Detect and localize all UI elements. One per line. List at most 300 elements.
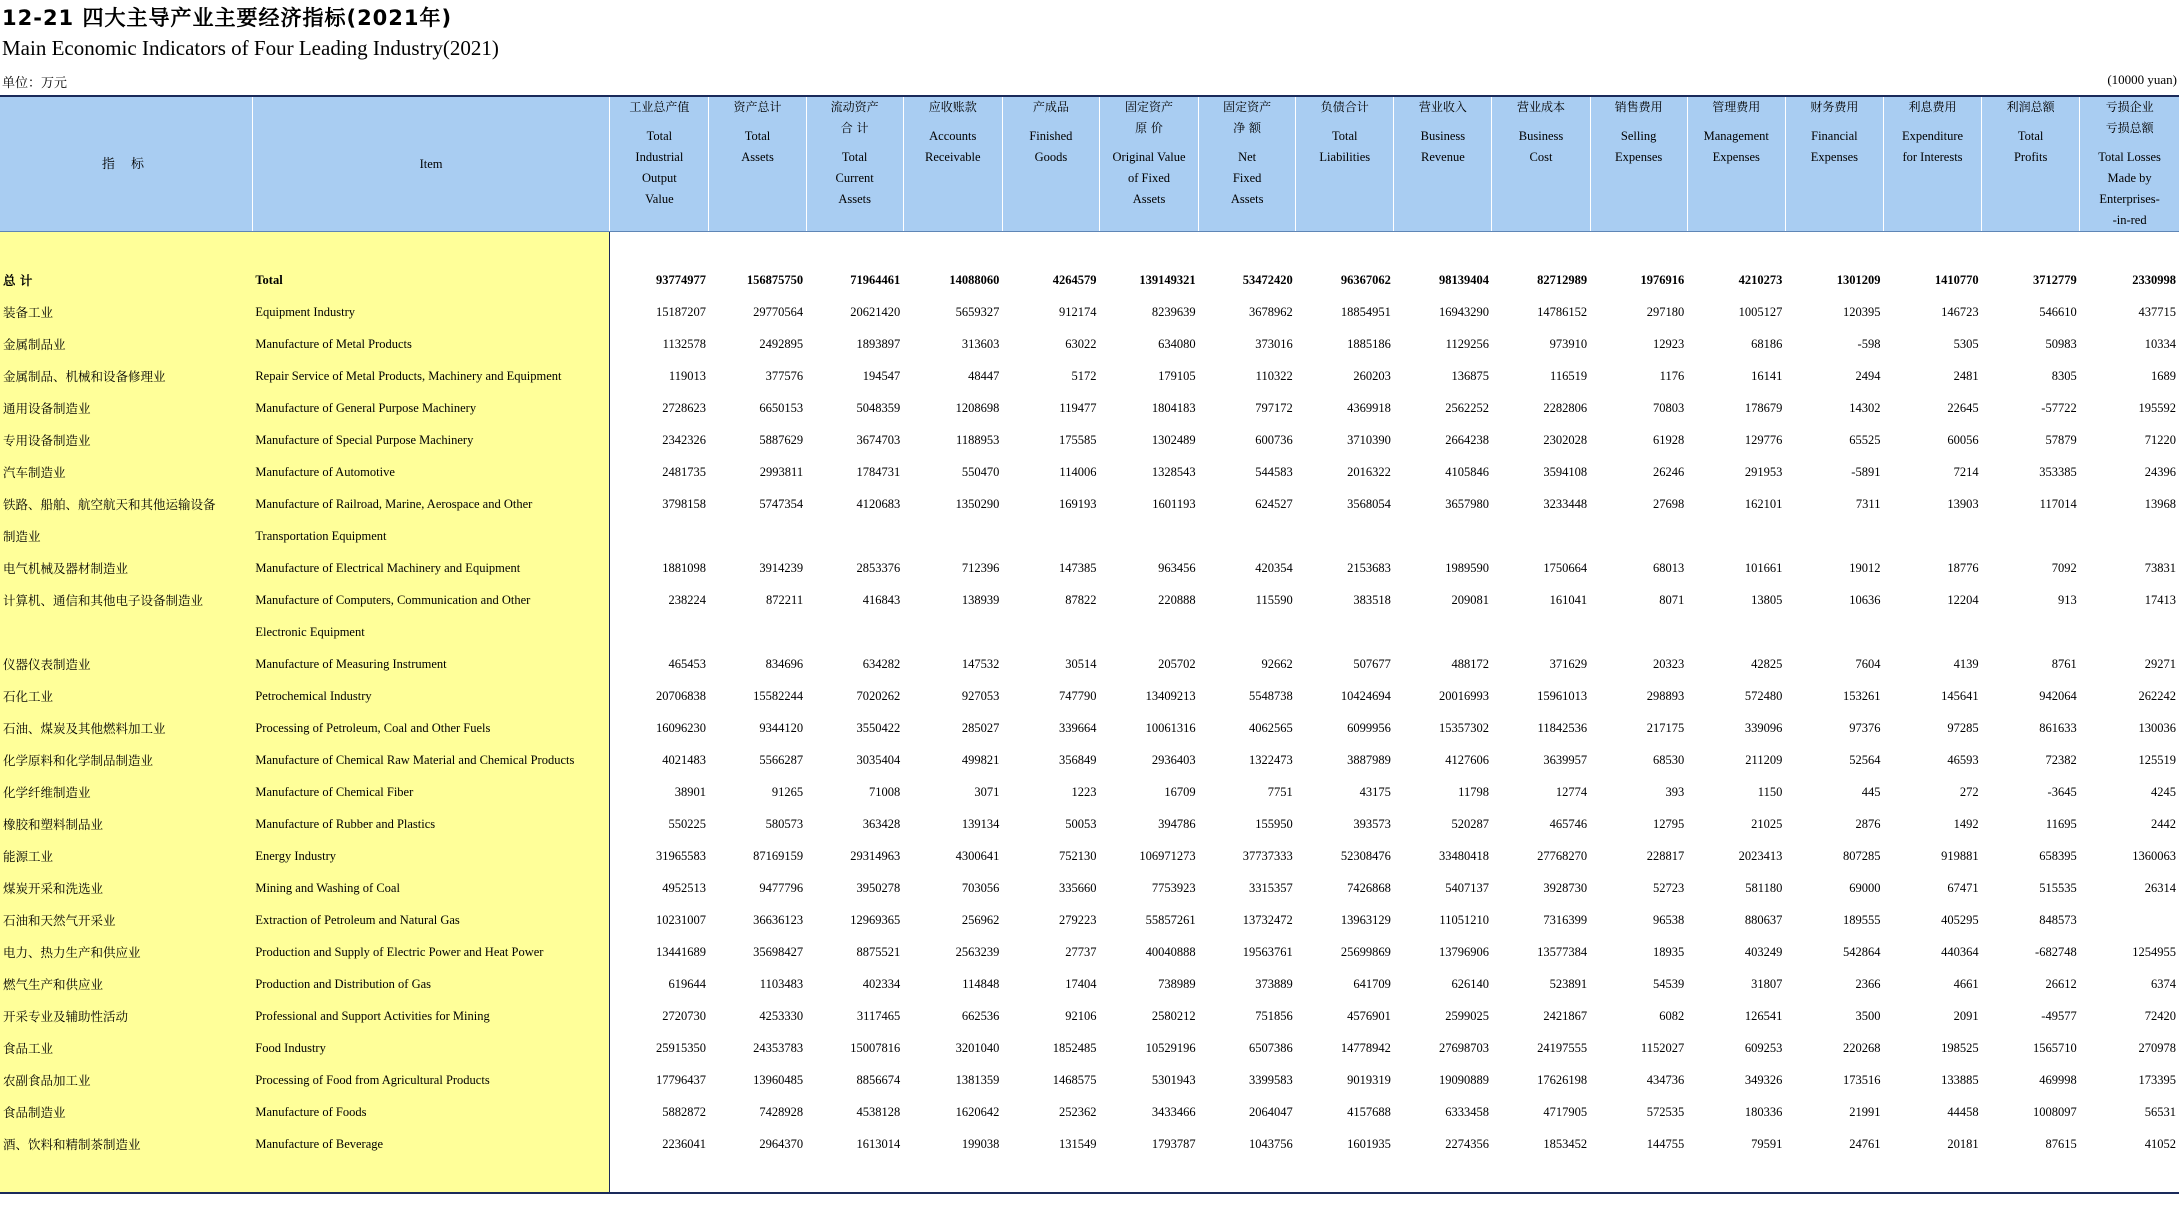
table-row [0,680,2179,712]
column-header-cn: 固定资产 净 额 [1223,100,1272,135]
value-cell: 24761 [1849,1136,1881,1151]
row-label-en: Manufacture of Measuring Instrument [252,648,609,680]
value-cell: 217175 [1646,720,1685,735]
column-header-en: Management Expenses [1703,129,1769,164]
value-cell: 145641 [1941,688,1979,703]
value-cell: 2964370 [759,1136,804,1151]
value-cell: 383518 [1353,592,1391,607]
column-header-en: Net Fixed Assets [1230,150,1264,206]
value-cell: 48447 [968,368,1000,383]
table-row [0,1032,2179,1064]
column-header [1785,96,1883,232]
value-cell: 3712779 [2032,272,2077,287]
value-cell: 72382 [2045,752,2077,767]
value-cell: 20016993 [1438,688,1489,703]
column-header-cn: 营业成本 [1517,100,1566,114]
value-cell: 7020262 [856,688,901,703]
value-cell: 120395 [1842,304,1881,319]
value-cell: 114006 [1059,464,1097,479]
value-cell: 119013 [668,368,706,383]
value-cell: 356849 [1058,752,1097,767]
value-cell: 38901 [674,784,706,799]
header-row [0,96,2179,232]
value-cell: 71008 [868,784,901,799]
value-cell: 3887989 [1347,752,1391,767]
value-cell: 68530 [1652,752,1685,767]
value-cell: 7316399 [1543,912,1588,927]
unit-label-en: (10000 yuan) [2107,72,2177,87]
value-cell: 469998 [2039,1072,2077,1087]
value-cell: 2274356 [1445,1136,1489,1151]
value-cell: 72420 [2144,1008,2176,1023]
value-cell: 4300641 [955,848,1000,863]
value-cell [903,616,1002,648]
value-cell: 24396 [2144,464,2176,479]
value-cell: 403249 [1744,944,1783,959]
value-cell: 25699869 [1340,944,1391,959]
value-cell: 136875 [1451,368,1489,383]
value-cell: 4210273 [1738,272,1783,287]
value-cell: 67471 [1947,880,1979,895]
row-label-cn: 汽车制造业 [0,456,252,488]
value-cell: 285027 [961,720,1000,735]
column-header-en: Total Assets [741,129,774,164]
value-cell: 110322 [1255,368,1293,383]
value-cell: 373016 [1255,336,1293,351]
row-label-cn: 酒、饮料和精制茶制造业 [0,1128,252,1160]
value-cell: 2236041 [662,1136,706,1151]
value-cell: 298893 [1646,688,1685,703]
value-cell: 139149321 [1139,272,1196,287]
value-cell: 61928 [1652,432,1685,447]
value-cell [1785,520,1883,552]
value-cell: 101661 [1744,560,1783,575]
value-cell: 68186 [1751,336,1783,351]
value-cell: 580573 [765,816,804,831]
value-cell: 156875750 [746,272,804,287]
value-cell [903,520,1002,552]
value-cell: 33480418 [1438,848,1489,863]
value-cell: 1885186 [1347,336,1391,351]
value-cell: 11051210 [1439,912,1489,927]
value-cell: 13796906 [1438,944,1489,959]
value-cell: 12774 [1555,784,1588,799]
column-header [1590,96,1687,232]
value-cell: 405295 [1941,912,1979,927]
value-cell [1199,616,1296,648]
column-header-cn: 利息费用 [1908,100,1957,114]
row-label-cn: 电气机械及器材制造业 [0,552,252,584]
empty-cell [1296,232,1394,265]
value-cell: 57879 [2045,432,2077,447]
value-cell: 6507386 [1248,1040,1293,1055]
row-label-cn: 总 计 [0,264,252,296]
value-cell: 499821 [961,752,1000,767]
table-row [0,776,2179,808]
value-cell: 437715 [2138,304,2176,319]
empty-cell [1883,232,1981,265]
value-cell: 927053 [961,688,1000,703]
value-cell: 572480 [1744,688,1783,703]
value-cell: 144755 [1646,1136,1685,1151]
value-cell: 11695 [2045,816,2077,831]
value-cell: 87615 [2045,1136,2077,1151]
value-cell: 349326 [1744,1072,1783,1087]
value-cell: 1893897 [856,336,901,351]
value-cell: 913 [2057,592,2077,607]
value-cell: 4157688 [1347,1104,1391,1119]
value-cell: 363428 [862,816,901,831]
value-cell: 3798158 [662,496,706,511]
value-cell: 4369918 [1347,400,1391,415]
column-header-cn: 管理费用 [1712,100,1761,114]
value-cell: 747790 [1058,688,1097,703]
value-cell: 3399583 [1248,1072,1293,1087]
value-cell: 189555 [1842,912,1881,927]
value-cell: 7214 [1953,464,1979,479]
value-cell: 98139404 [1438,272,1489,287]
value-cell: 626140 [1451,976,1489,991]
value-cell: 7751 [1267,784,1293,799]
value-cell: 1005127 [1738,304,1783,319]
table-row [0,264,2179,296]
value-cell: 92106 [1065,1008,1097,1023]
value-cell: 53472420 [1242,272,1293,287]
table-header [0,96,2179,232]
value-cell: 1492 [1953,816,1979,831]
value-cell: 393573 [1353,816,1391,831]
value-cell: 7604 [1855,656,1881,671]
value-cell: 335660 [1058,880,1097,895]
value-cell: 93774977 [655,272,706,287]
table-row [0,296,2179,328]
value-cell: 19563761 [1242,944,1293,959]
value-cell [1590,520,1687,552]
value-cell: 861633 [2039,720,2077,735]
value-cell: 2664238 [1445,432,1489,447]
value-cell: 1322473 [1248,752,1293,767]
value-cell: 279223 [1058,912,1097,927]
value-cell: 30514 [1065,656,1097,671]
value-cell: 8761 [2051,656,2077,671]
value-cell: 2342326 [662,432,706,447]
row-label-cn: 铁路、船舶、航空航天和其他运输设备 [0,488,252,520]
value-cell: 546610 [2039,304,2077,319]
value-cell: 600736 [1255,432,1293,447]
table-row [0,520,2179,552]
row-label-en: Mining and Washing of Coal [252,872,609,904]
value-cell: 29770564 [753,304,804,319]
value-cell: 2599025 [1445,1008,1489,1023]
empty-cell [1296,1160,1394,1193]
value-cell: 147385 [1058,560,1097,575]
table-row [0,712,2179,744]
value-cell: 550225 [668,816,706,831]
empty-cell [2080,1160,2179,1193]
value-cell: 963456 [1158,560,1196,575]
value-cell: 2282806 [1543,400,1588,415]
row-label-cn: 化学纤维制造业 [0,776,252,808]
value-cell: 5566287 [759,752,804,767]
value-cell: 1565710 [2032,1040,2077,1055]
column-header-cn: 工业总产值 [629,100,690,114]
value-cell [610,520,709,552]
value-cell: 751856 [1255,1008,1293,1023]
value-cell: 68013 [1652,560,1685,575]
column-header [2080,96,2179,232]
value-cell: 87822 [1065,592,1097,607]
value-cell: 211209 [1745,752,1783,767]
empty-cell [252,1160,609,1193]
value-cell: 37737333 [1242,848,1293,863]
value-cell: 41052 [2144,1136,2176,1151]
value-cell: 13732472 [1242,912,1293,927]
row-label-cn: 专用设备制造业 [0,424,252,456]
value-cell: 262242 [2138,688,2176,703]
value-cell: 658395 [2039,848,2077,863]
value-cell: 13968 [2144,496,2176,511]
value-cell: 712396 [961,560,1000,575]
value-cell: 79591 [1751,1136,1783,1151]
spacer-row [0,232,2179,265]
table-row [0,552,2179,584]
value-cell: 209081 [1451,592,1489,607]
value-cell: 1784731 [856,464,901,479]
value-cell: 12969365 [850,912,901,927]
table-row [0,936,2179,968]
value-cell: 194547 [862,368,901,383]
value-cell: 752130 [1058,848,1097,863]
value-cell: 106971273 [1139,848,1196,863]
value-cell: 1804183 [1151,400,1196,415]
value-cell: 1008097 [2032,1104,2077,1119]
value-cell: 2366 [1855,976,1881,991]
value-cell [1492,520,1590,552]
value-cell: -5891 [1851,464,1881,479]
value-cell: 1881098 [662,560,706,575]
empty-cell [2080,232,2179,265]
empty-cell [1687,1160,1785,1193]
value-cell: 4952513 [662,880,706,895]
value-cell [2080,904,2179,936]
empty-cell [610,1160,709,1193]
value-cell: 24197555 [1537,1040,1588,1055]
value-cell: 377576 [765,368,804,383]
table-title-cn: 12-21 四大主导产业主要经济指标(2021年) [2,6,453,30]
value-cell: 15357302 [1438,720,1489,735]
value-cell: 199038 [961,1136,1000,1151]
table-body [0,232,2179,1194]
column-header-cn: 负债合计 [1320,100,1369,114]
value-cell: 1350290 [955,496,1000,511]
row-label-en: Processing of Petroleum, Coal and Other Fuels [252,712,609,744]
row-label-cn: 农副食品加工业 [0,1064,252,1096]
row-label-en: Food Industry [252,1032,609,1064]
value-cell: 10636 [1849,592,1881,607]
empty-cell [1590,232,1687,265]
value-cell: 4062565 [1248,720,1293,735]
value-cell: 550470 [961,464,1000,479]
value-cell: 16943290 [1438,304,1489,319]
value-cell: 1989590 [1445,560,1489,575]
value-cell: 1132578 [662,336,706,351]
spacer-row [0,1160,2179,1193]
value-cell: 3639957 [1543,752,1588,767]
value-cell: 13960485 [753,1072,804,1087]
row-label-en: Electronic Equipment [252,616,609,648]
value-cell: 634080 [1158,336,1196,351]
table-row [0,808,2179,840]
value-cell: 15007816 [850,1040,901,1055]
value-cell: 919881 [1941,848,1979,863]
row-label-en: Processing of Food from Agricultural Products [252,1064,609,1096]
value-cell: 7426868 [1347,880,1391,895]
value-cell: 15187207 [655,304,706,319]
value-cell: 848573 [2039,912,2077,927]
value-cell: 25915350 [655,1040,706,1055]
row-label-en: Manufacture of Foods [252,1096,609,1128]
value-cell: 18935 [1652,944,1685,959]
value-cell: 353385 [2039,464,2077,479]
column-header-en: Finished Goods [1029,129,1073,164]
table-row [0,1064,2179,1096]
value-cell: 96367062 [1340,272,1391,287]
value-cell: 52564 [1849,752,1881,767]
value-cell: 4127606 [1445,752,1489,767]
value-cell: 339096 [1744,720,1783,735]
value-cell: 13441689 [655,944,706,959]
empty-cell [1002,232,1099,265]
value-cell [806,616,903,648]
value-cell: 5882872 [662,1104,706,1119]
value-cell: 416843 [862,592,901,607]
value-cell [2080,520,2179,552]
value-cell: 252362 [1058,1104,1097,1119]
value-cell: 1613014 [856,1136,901,1151]
value-cell: 260203 [1353,368,1391,383]
row-label-cn: 装备工业 [0,296,252,328]
value-cell: 8305 [2051,368,2077,383]
value-cell: 175585 [1058,432,1097,447]
value-cell: 2153683 [1347,560,1391,575]
value-cell: 420354 [1255,560,1293,575]
value-cell [1002,616,1099,648]
value-cell: 15961013 [1537,688,1588,703]
value-cell: 2876 [1855,816,1881,831]
value-cell: 179105 [1158,368,1196,383]
value-cell [1099,616,1198,648]
value-cell: 133885 [1941,1072,1979,1087]
empty-cell [0,1160,252,1193]
value-cell: 2580212 [1151,1008,1196,1023]
value-cell: 5747354 [759,496,804,511]
value-cell: 339664 [1058,720,1097,735]
column-header-en: Expenditure for Interests [1901,129,1964,164]
column-header [1099,96,1198,232]
value-cell: 44458 [1947,1104,1979,1119]
value-cell: 71964461 [850,272,901,287]
empty-cell [806,232,903,265]
row-label-en: Repair Service of Metal Products, Machinery and Equipment [252,360,609,392]
row-label-en: Manufacture of Chemical Raw Material and Chemical Products [252,744,609,776]
value-cell: 3550422 [856,720,901,735]
value-cell: 270978 [2138,1040,2176,1055]
column-header-cn: 产成品 [1032,100,1069,114]
value-cell: 12204 [1947,592,1979,607]
row-label-cn: 石油和天然气开采业 [0,904,252,936]
row-label-cn: 化学原料和化学制品制造业 [0,744,252,776]
empty-cell [1785,232,1883,265]
column-header [1296,96,1394,232]
table-row [0,584,2179,616]
table-row [0,616,2179,648]
column-header [0,96,252,232]
value-cell: 542864 [1842,944,1881,959]
value-cell: 65525 [1849,432,1881,447]
value-cell: 8875521 [856,944,901,959]
value-cell: 13903 [1947,496,1979,511]
column-header-en: Total Losses Made by Enterprises- -in-red [2098,150,2161,227]
value-cell: 4538128 [856,1104,901,1119]
value-cell: 1793787 [1151,1136,1196,1151]
value-cell: 402334 [862,976,901,991]
value-cell: 63022 [1065,336,1097,351]
column-header [252,96,609,232]
value-cell [1883,616,1981,648]
value-cell: 4245 [2151,784,2176,799]
value-cell: 4120683 [856,496,901,511]
value-cell: 3233448 [1543,496,1588,511]
value-cell: 20323 [1652,656,1685,671]
row-label-cn: 金属制品业 [0,328,252,360]
value-cell: 5407137 [1445,880,1489,895]
value-cell: 1129256 [1445,336,1489,351]
value-cell: 942064 [2039,688,2077,703]
value-cell: 11798 [1458,784,1489,799]
value-cell: 21991 [1849,1104,1881,1119]
value-cell: 291953 [1744,464,1783,479]
value-cell: 52308476 [1340,848,1391,863]
value-cell: 117014 [2039,496,2077,511]
value-cell: 3657980 [1445,496,1489,511]
column-header [1002,96,1099,232]
value-cell: 40040888 [1145,944,1196,959]
row-label-cn: 通用设备制造业 [0,392,252,424]
value-cell: 9344120 [759,720,804,735]
value-cell: 82712989 [1537,272,1588,287]
value-cell: 31965583 [655,848,706,863]
value-cell: 17404 [1065,976,1097,991]
empty-cell [1394,1160,1492,1193]
empty-cell [1002,1160,1099,1193]
value-cell: 97376 [1849,720,1881,735]
value-cell: 440364 [1941,944,1979,959]
value-cell: 2993811 [759,464,804,479]
value-cell [1590,616,1687,648]
value-cell: 2302028 [1543,432,1588,447]
value-cell: 50983 [2045,336,2077,351]
value-cell: 394786 [1158,816,1196,831]
value-cell: 797172 [1255,400,1293,415]
empty-cell [1785,1160,1883,1193]
value-cell: 18854951 [1340,304,1391,319]
table-row [0,744,2179,776]
value-cell: 1601193 [1152,496,1196,511]
row-label-en: Extraction of Petroleum and Natural Gas [252,904,609,936]
row-label-en: Total [252,264,609,296]
value-cell: 488172 [1451,656,1489,671]
table-row [0,328,2179,360]
